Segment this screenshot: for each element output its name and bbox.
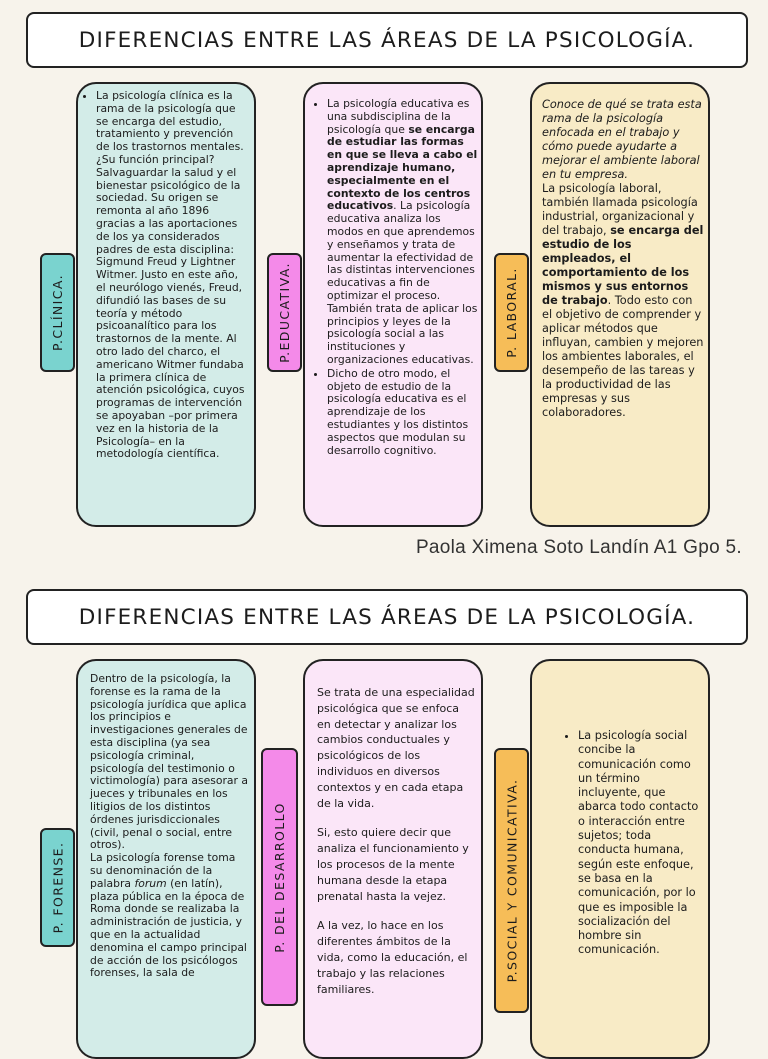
author-credit: Paola Ximena Soto Landín A1 Gpo 5. (415, 537, 742, 558)
laboral-text: La psicología laboral, también llamada psicología industrial, organizacional y del trabajo, se encarga del estudio de los empleados, el comportamiento de los mismos y sus entornos de trabajo. Todo esto con el objetivo de comprender y aplicar métodos que influyan, cambien y mejoren los ambientes laborales, el desempeño de las tareas y la productividad de las empresas y sus colaboradores. (542, 182, 704, 419)
tab-educativa (267, 253, 302, 372)
card-desarrollo (303, 659, 483, 1059)
tab-social-label: P.SOCIAL Y COMUNICATIVA. (504, 778, 519, 983)
card-laboral (530, 82, 710, 527)
educativa-bullet-1: • La psicología educativa es una subdisciplina de la psicología que se encarga de estudiar las formas en que se lleva a cabo el aprendizaje humano, especialmente en el contexto de los centros educativos. La psicología educativa analiza los modos en que aprendemos y enseñamos y trata de aumentar la efectividad de las distintas intervenciones educativas a fin de optimizar el proceso. También trata de aplicar los principios y leyes de la psicología social a las instituciones y organizaciones educativas. (327, 98, 479, 367)
tab-desarrollo-label: P. DEL DESARROLLO (272, 801, 288, 953)
desarrollo-p1: Se trata de una especialidad psicológica que se enfoca en detectar y analizar los cambios conductuales y psicológicos de los individuos en diversos contextos y en cada etapa de la vida. (317, 686, 475, 810)
forense-p2: La psicología forense toma su denominación de la palabra forum (en latín), plaza pública en la época de Roma donde se realizaba la administración de justicia, y que en la actualidad denomina el campo principal de acción de los psicólogos forenses, la sala de (90, 851, 247, 980)
tab-social (494, 748, 529, 1013)
laboral-intro: Conoce de qué se trata esta rama de la psicología enfocada en el trabajo y cómo puede ayudarte a mejorar el ambiente laboral en tu empresa. (542, 98, 702, 181)
educativa-bullet-2: • Dicho de otro modo, el objeto de estudio de la psicología educativa es el aprendizaje de los estudiantes y los distintos aspectos que modulan su desarrollo cognitivo. (327, 368, 479, 458)
tab-laboral-label: P. LABORAL. (504, 267, 520, 358)
card-forense (76, 659, 256, 1059)
tab-forense (40, 828, 75, 947)
clinica-text: • La psicología clínica es la rama de la psicología que se encarga del estudio, tratamiento y prevención de los trastornos mentales. ¿Su función principal? Salvaguardar la salud y el bienestar psicológico de la sociedad. Su origen se remonta al año 1896 gracias a las aportaciones de los ya considerados padres de esta disciplina: Sigmund Freud y Lightner Witmer. Justo en este año, el neurólogo vienés, Freud, difundió las bases de su teoría y método psicoanalítico para los trastornos de la mente. Al otro lado del charco, el americano Witmer fundaba la primera clínica de atención psicológica, cuyos programas de intervención se apoyaban –por primera vez en la historia de la Psicología– en la metodología científica. (96, 90, 248, 461)
desarrollo-p3: A la vez, lo hace en los diferentes ámbitos de la vida, como la educación, el trabajo y las relaciones familiares. (317, 919, 468, 996)
card-educativa (303, 82, 483, 527)
tab-clinica (40, 253, 75, 372)
tab-educativa-label: P.EDUCATIVA. (277, 262, 293, 363)
card-social (530, 659, 710, 1059)
card-clinica (76, 82, 256, 527)
tab-clinica-label: P.CLÍNICA. (50, 273, 66, 352)
social-text: • La psicología social concibe la comunicación como un término incluyente, que abarca todo contacto o interacción entre sujetos; toda conducta humana, según este enfoque, se basa en la comunicación, por lo que es imposible la socialización del hombre sin comunicación. (578, 729, 700, 958)
tab-forense-label: P. FORENSE. (50, 841, 65, 934)
page-title-2: DIFERENCIAS ENTRE LAS ÁREAS DE LA PSICOLOGÍA. (26, 589, 748, 645)
page-title-1: DIFERENCIAS ENTRE LAS ÁREAS DE LA PSICOLOGÍA. (26, 12, 748, 68)
forense-p1: Dentro de la psicología, la forense es la rama de la psicología jurídica que aplica los principios e investigaciones generales de esta disciplina (ya sea psicología criminal, psicología del testimonio o victimología) para asesorar a jueces y tribunales en los litigios de los distintos órdenes jurisdiccionales (civil, penal o social, entre otros). (90, 672, 249, 852)
desarrollo-p2: Si, esto quiere decir que analiza el funcionamiento y los procesos de la mente humana desde la etapa prenatal hasta la vejez. (317, 826, 469, 903)
tab-laboral (494, 253, 529, 372)
tab-desarrollo (261, 748, 298, 1006)
